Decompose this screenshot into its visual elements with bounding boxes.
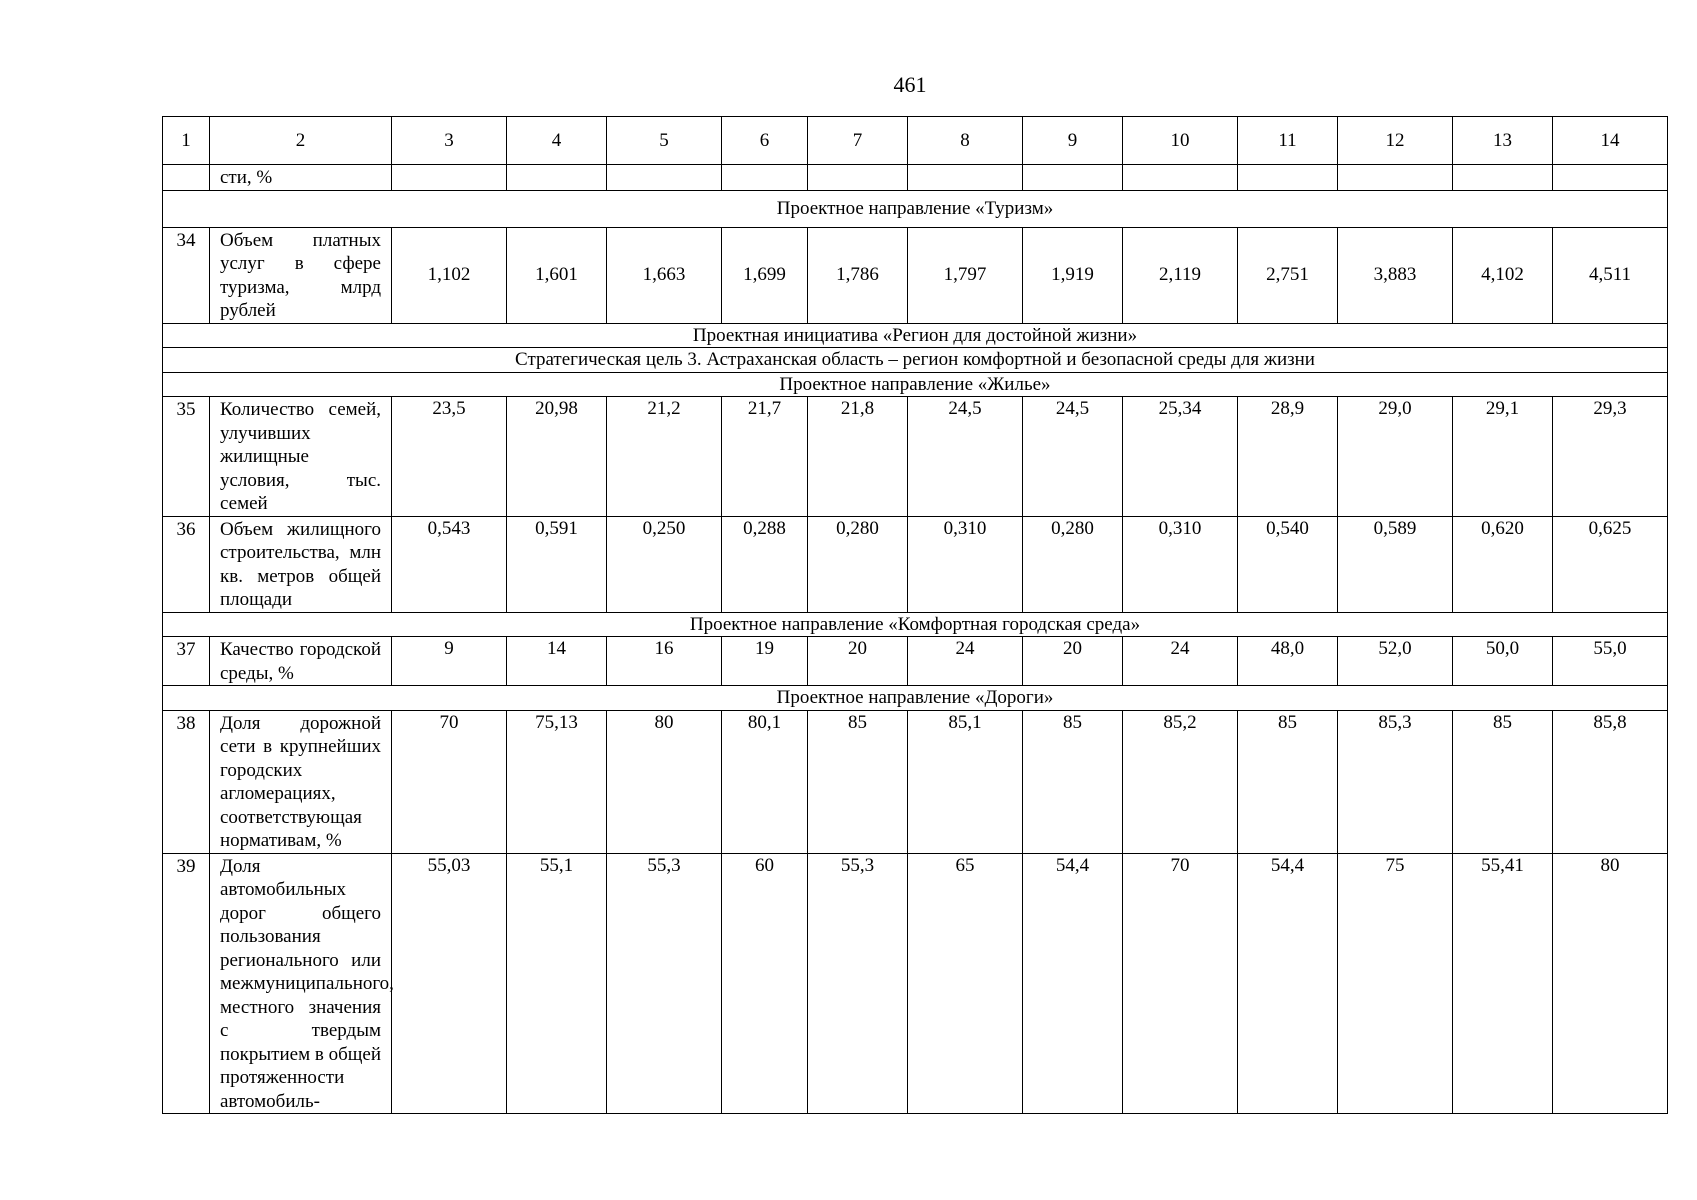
table-row (163, 853, 1668, 1114)
value-cell: 1,919 (1023, 227, 1123, 323)
value-cell: 28,9 (1238, 397, 1338, 517)
value-cell: 24 (908, 637, 1023, 686)
row-number: 35 (163, 397, 210, 517)
value-cell: 2,119 (1123, 227, 1238, 323)
header-cell: 6 (722, 117, 808, 165)
value-cell: 85 (1238, 710, 1338, 853)
value-cell: 1,601 (507, 227, 607, 323)
value-cell: 55,1 (507, 853, 607, 1114)
value-cell: 54,4 (1023, 853, 1123, 1114)
value-cell: 85 (1023, 710, 1123, 853)
header-cell: 2 (210, 117, 392, 165)
value-cell: 21,7 (722, 397, 808, 517)
row-label: Доля дорожной сети в крупнейших городских агломерациях, соответствующая нормативам, % (210, 710, 392, 853)
value-cell: 24,5 (1023, 397, 1123, 517)
strategic-goal-heading: Стратегическая цель 3. Астраханская область – регион комфортной и безопасной среды для жизни (163, 348, 1668, 373)
value-cell: 85 (808, 710, 908, 853)
section-heading-housing: Проектное направление «Жилье» (163, 372, 1668, 397)
value-cell: 0,280 (1023, 516, 1123, 612)
row-label: Объем платных услуг в сфере туризма, млрд рублей (210, 227, 392, 323)
value-cell: 75,13 (507, 710, 607, 853)
section-row (163, 348, 1668, 373)
value-cell: 60 (722, 853, 808, 1114)
indicators-table (162, 116, 1668, 1114)
value-cell: 20,98 (507, 397, 607, 517)
value-cell: 16 (607, 637, 722, 686)
value-cell: 2,751 (1238, 227, 1338, 323)
value-cell: 0,310 (908, 516, 1023, 612)
value-cell: 0,625 (1553, 516, 1668, 612)
value-cell: 50,0 (1453, 637, 1553, 686)
header-cell: 12 (1338, 117, 1453, 165)
value-cell: 0,288 (722, 516, 808, 612)
header-cell: 1 (163, 117, 210, 165)
value-cell: 0,250 (607, 516, 722, 612)
value-cell: 20 (808, 637, 908, 686)
row-label: Качество городской среды, % (210, 637, 392, 686)
value-cell (1453, 165, 1553, 191)
table-header-row (163, 117, 1668, 165)
value-cell: 0,620 (1453, 516, 1553, 612)
header-cell: 4 (507, 117, 607, 165)
row-label: Доля автомобильных дорог общего пользования регионального или межмуниципального, местного значения с твердым покрытием в общей протяженности автомобиль- (210, 853, 392, 1114)
value-cell: 25,34 (1123, 397, 1238, 517)
page-number: 461 (893, 72, 927, 97)
row-label: Количество семей, улучивших жилищные условия, тыс. семей (210, 397, 392, 517)
value-cell: 55,3 (808, 853, 908, 1114)
value-cell: 70 (392, 710, 507, 853)
value-cell (1238, 165, 1338, 191)
value-cell (607, 165, 722, 191)
row-label: Объем жилищного строительства, млн кв. метров общей площади (210, 516, 392, 612)
value-cell (1123, 165, 1238, 191)
value-cell: 85,1 (908, 710, 1023, 853)
value-cell: 1,786 (808, 227, 908, 323)
table-row (163, 516, 1668, 612)
value-cell: 1,102 (392, 227, 507, 323)
value-cell: 55,0 (1553, 637, 1668, 686)
value-cell: 1,797 (908, 227, 1023, 323)
value-cell: 0,280 (808, 516, 908, 612)
initiative-heading: Проектная инициатива «Регион для достойной жизни» (163, 323, 1668, 348)
row-number: 39 (163, 853, 210, 1114)
section-row (163, 323, 1668, 348)
value-cell (1023, 165, 1123, 191)
value-cell: 80,1 (722, 710, 808, 853)
header-cell: 7 (808, 117, 908, 165)
value-cell: 70 (1123, 853, 1238, 1114)
header-cell: 10 (1123, 117, 1238, 165)
table-row (163, 710, 1668, 853)
value-cell: 4,102 (1453, 227, 1553, 323)
value-cell: 21,8 (808, 397, 908, 517)
value-cell: 85 (1453, 710, 1553, 853)
row-label: сти, % (210, 165, 392, 191)
value-cell (507, 165, 607, 191)
value-cell: 55,03 (392, 853, 507, 1114)
value-cell: 14 (507, 637, 607, 686)
value-cell: 85,3 (1338, 710, 1453, 853)
row-number: 37 (163, 637, 210, 686)
row-number (163, 165, 210, 191)
header-cell: 8 (908, 117, 1023, 165)
value-cell: 85,2 (1123, 710, 1238, 853)
value-cell: 19 (722, 637, 808, 686)
value-cell: 55,41 (1453, 853, 1553, 1114)
value-cell: 0,540 (1238, 516, 1338, 612)
table-row (163, 637, 1668, 686)
header-cell: 3 (392, 117, 507, 165)
value-cell: 0,589 (1338, 516, 1453, 612)
value-cell: 3,883 (1338, 227, 1453, 323)
value-cell: 24,5 (908, 397, 1023, 517)
value-cell: 29,0 (1338, 397, 1453, 517)
value-cell: 0,310 (1123, 516, 1238, 612)
row-number: 34 (163, 227, 210, 323)
value-cell: 4,511 (1553, 227, 1668, 323)
value-cell: 29,3 (1553, 397, 1668, 517)
value-cell: 0,543 (392, 516, 507, 612)
section-row (163, 372, 1668, 397)
value-cell: 48,0 (1238, 637, 1338, 686)
header-cell: 5 (607, 117, 722, 165)
value-cell: 20 (1023, 637, 1123, 686)
header-cell: 13 (1453, 117, 1553, 165)
table-row-continuation (163, 165, 1668, 191)
section-heading-tourism: Проектное направление «Туризм» (163, 190, 1668, 227)
table-row (163, 397, 1668, 517)
table-row (163, 227, 1668, 323)
value-cell: 52,0 (1338, 637, 1453, 686)
header-cell: 9 (1023, 117, 1123, 165)
section-row (163, 190, 1668, 227)
value-cell: 75 (1338, 853, 1453, 1114)
value-cell: 1,699 (722, 227, 808, 323)
value-cell (908, 165, 1023, 191)
value-cell (722, 165, 808, 191)
row-number: 36 (163, 516, 210, 612)
value-cell: 55,3 (607, 853, 722, 1114)
value-cell: 54,4 (1238, 853, 1338, 1114)
value-cell: 80 (1553, 853, 1668, 1114)
value-cell: 1,663 (607, 227, 722, 323)
value-cell: 80 (607, 710, 722, 853)
value-cell: 85,8 (1553, 710, 1668, 853)
value-cell: 0,591 (507, 516, 607, 612)
section-heading-roads: Проектное направление «Дороги» (163, 686, 1668, 711)
value-cell: 29,1 (1453, 397, 1553, 517)
section-heading-comfort: Проектное направление «Комфортная городская среда» (163, 612, 1668, 637)
value-cell: 23,5 (392, 397, 507, 517)
value-cell (808, 165, 908, 191)
value-cell (1553, 165, 1668, 191)
value-cell: 21,2 (607, 397, 722, 517)
value-cell (392, 165, 507, 191)
header-cell: 11 (1238, 117, 1338, 165)
row-number: 38 (163, 710, 210, 853)
value-cell: 65 (908, 853, 1023, 1114)
value-cell (1338, 165, 1453, 191)
section-row (163, 686, 1668, 711)
header-cell: 14 (1553, 117, 1668, 165)
section-row (163, 612, 1668, 637)
value-cell: 24 (1123, 637, 1238, 686)
value-cell: 9 (392, 637, 507, 686)
